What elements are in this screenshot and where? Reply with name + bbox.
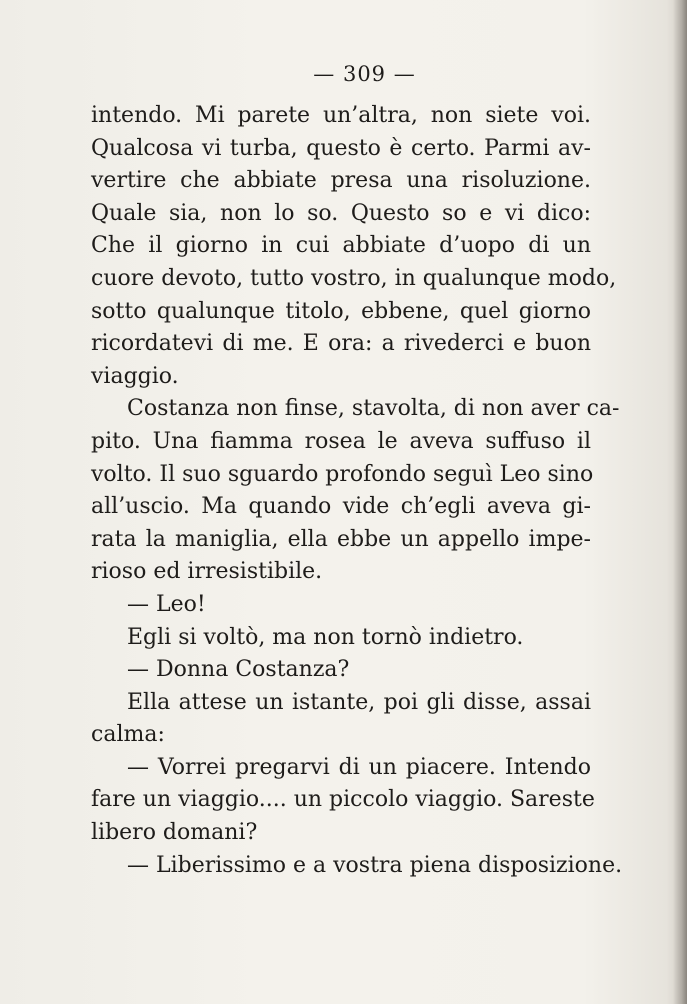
text-line: pito. Una fiamma rosea le aveva suffuso il bbox=[91, 428, 591, 454]
text-line: rioso ed irresistibile. bbox=[91, 559, 323, 585]
text-line: Qualcosa vi turba, questo è certo. Parmi av- bbox=[91, 135, 591, 161]
text-line: Che il giorno in cui abbiate d’uopo di un bbox=[91, 233, 591, 259]
text-line: all’uscio. Ma quando vide ch’egli aveva gi- bbox=[91, 494, 591, 520]
dialogue-line: — Donna Costanza? bbox=[127, 657, 350, 683]
page-edge-shadow bbox=[673, 0, 687, 1004]
text-line: volto. Il suo sguardo profondo seguì Leo sino bbox=[91, 461, 594, 487]
text-line: sotto qualunque titolo, ebbene, quel giorno bbox=[91, 298, 591, 324]
text-line: Ella attese un istante, poi gli disse, assai bbox=[127, 689, 591, 715]
page-number: — 309 — bbox=[313, 62, 416, 86]
text-line: Costanza non finse, stavolta, di non aver ca- bbox=[127, 396, 620, 422]
body-text bbox=[91, 100, 623, 882]
dialogue-line: — Vorrei pregarvi di un piacere. Intendo bbox=[127, 754, 591, 780]
text-line: cuore devoto, tutto vostro, in qualunque modo, bbox=[91, 265, 617, 291]
text-line: ricordatevi di me. E ora: a rivederci e buon bbox=[91, 331, 591, 357]
text-line: Egli si voltò, ma non tornò indietro. bbox=[127, 624, 524, 650]
text-line: Quale sia, non lo so. Questo so e vi dico: bbox=[91, 200, 591, 226]
text-line: viaggio. bbox=[91, 363, 179, 389]
text-line: rata la maniglia, ella ebbe un appello impe- bbox=[91, 526, 591, 552]
text-line: intendo. Mi parete un’altra, non siete voi. bbox=[91, 103, 591, 128]
text-line: vertire che abbiate presa una risoluzione. bbox=[91, 168, 591, 194]
dialogue-line: — Leo! bbox=[127, 591, 206, 617]
text-line: libero domani? bbox=[91, 820, 258, 846]
text-line: fare un viaggio.... un piccolo viaggio. Sareste bbox=[91, 787, 595, 813]
text-line: calma: bbox=[91, 722, 165, 748]
dialogue-line: — Liberissimo e a vostra piena disposizione. bbox=[127, 852, 623, 878]
